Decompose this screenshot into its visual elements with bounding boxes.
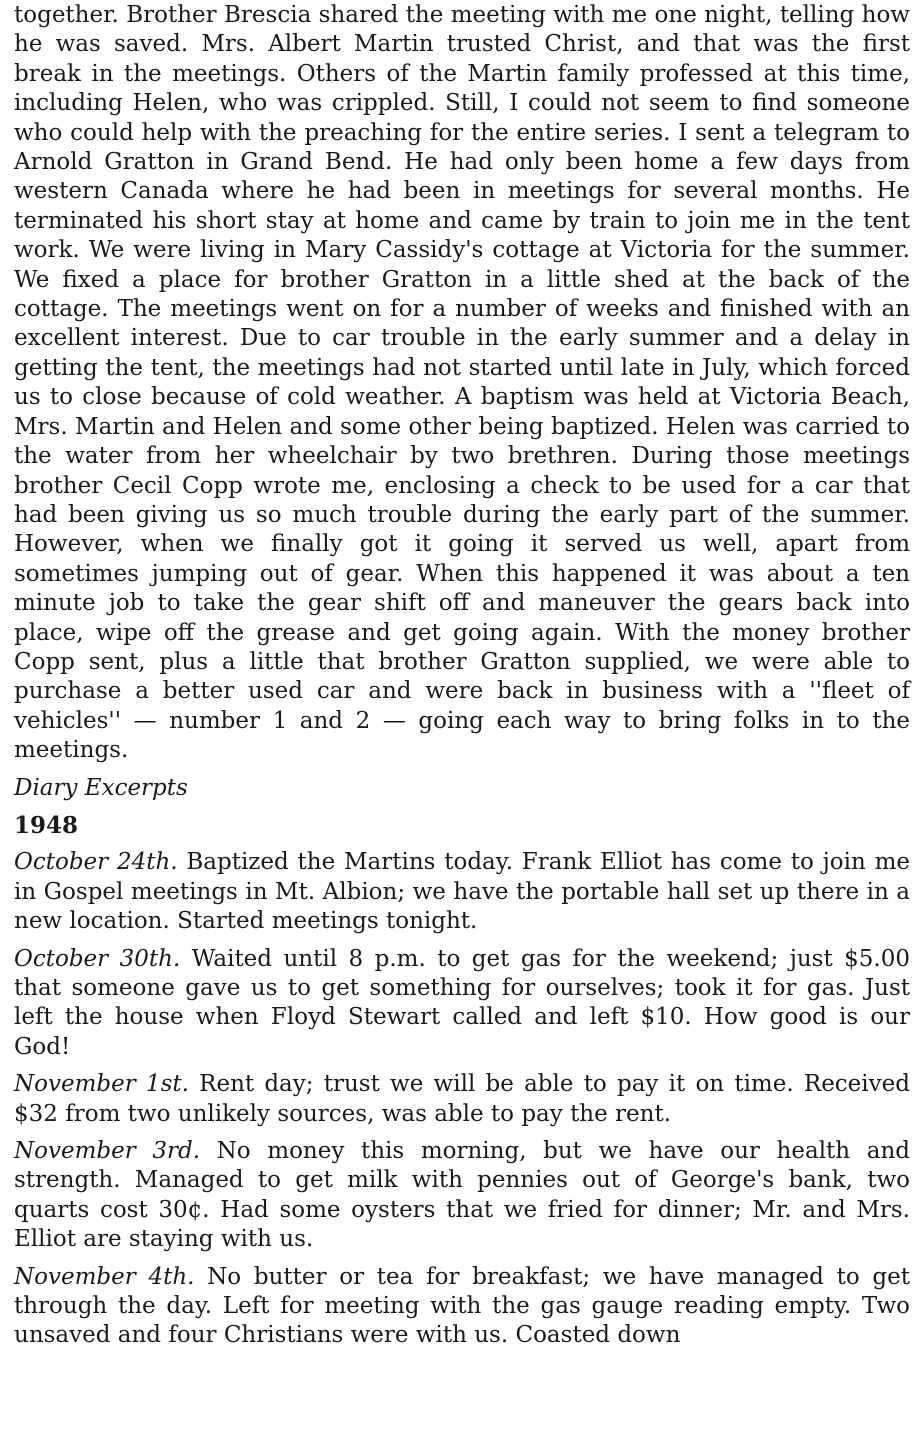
entry-date: November 1st.	[14, 1071, 189, 1098]
year-heading: 1948	[14, 811, 79, 839]
entry-text: Rent day; trust we will be able to pay it on time. Received $32 from two unlikely sources, was able to pay the rent.	[14, 1071, 910, 1127]
diary-entry	[14, 945, 910, 1063]
opening-paragraph: together. Brother Brescia shared the meeting with me one night, telling how he was saved. Mrs. Albert Martin trusted Christ, and that was the first break in the meetings. Others of the Martin family professed at this time, including Helen, who was crippled. Still, I could not seem to find someone who could help with the preaching for the entire series. I sent a telegram to Arnold Gratton in Grand Bend. He had only been home a few days from western Canada where he had been in meetings for several months. He terminated his short stay at home and came by train to join me in the tent work. We were living in Mary Cassidy's cottage at Victoria for the summer. We fixed a place for brother Gratton in a little shed at the back of the cottage. The meetings went on for a number of weeks and finished with an excellent interest. Due to car trouble in the early summer and a delay in getting the tent, the meetings had not started until late in July, which forced us to close because of cold weather. A baptism was held at Victoria Beach, Mrs. Martin and Helen and some other being baptized. Helen was carried to the water from her wheelchair by two brethren. During those meetings brother Cecil Copp wrote me, enclosing a check to be used for a car that had been giving us so much trouble during the early part of the summer. However, when we finally got it going it served us well, apart from sometimes jumping out of gear. When this happened it was about a ten minute job to take the gear shift off and maneuver the gears back into place, wipe off the grease and get going again. With the money brother Copp sent, plus a little that brother Gratton supplied, we were able to purchase a better used car and were back in business with a ''fleet of vehicles'' — number 1 and 2 — going each way to bring folks in to the meetings.	[14, 2, 910, 764]
entry-date: October 24th.	[14, 849, 178, 876]
entry-date: October 30th.	[14, 945, 181, 972]
section-heading: Diary Excerpts	[14, 774, 188, 801]
entry-text: Baptized the Martins today. Frank Elliot has come to join me in Gospel meetings in Mt. Albion; we have the portable hall set up there in a new location. Started meetings tonight.	[14, 849, 910, 935]
entry-text: No butter or tea for breakfast; we have managed to get through the day. Left for meeting with the gas gauge reading empty. Two unsaved and four Christians were with us. Coasted down	[14, 1263, 911, 1349]
diary-entry	[14, 1070, 910, 1129]
entry-date: November 4th.	[14, 1263, 195, 1290]
document-page	[14, 0, 910, 1351]
entry-text: Waited until 8 p.m. to get gas for the weekend; just $5.00 that someone gave us to get something for ourselves; took it for gas. Just left the house when Floyd Stewart called and left $10. How good is our God!	[14, 945, 910, 1060]
diary-entry	[14, 1137, 910, 1255]
diary-entry	[14, 848, 910, 936]
diary-entry	[14, 1263, 910, 1351]
entry-date: November 3rd.	[14, 1138, 201, 1165]
entry-text: No money this morning, but we have our health and strength. Managed to get milk with pennies out of George's bank, two quarts cost 30¢. Had some oysters that we fried for dinner; Mr. and Mrs. Elliot are staying with us.	[14, 1138, 910, 1253]
